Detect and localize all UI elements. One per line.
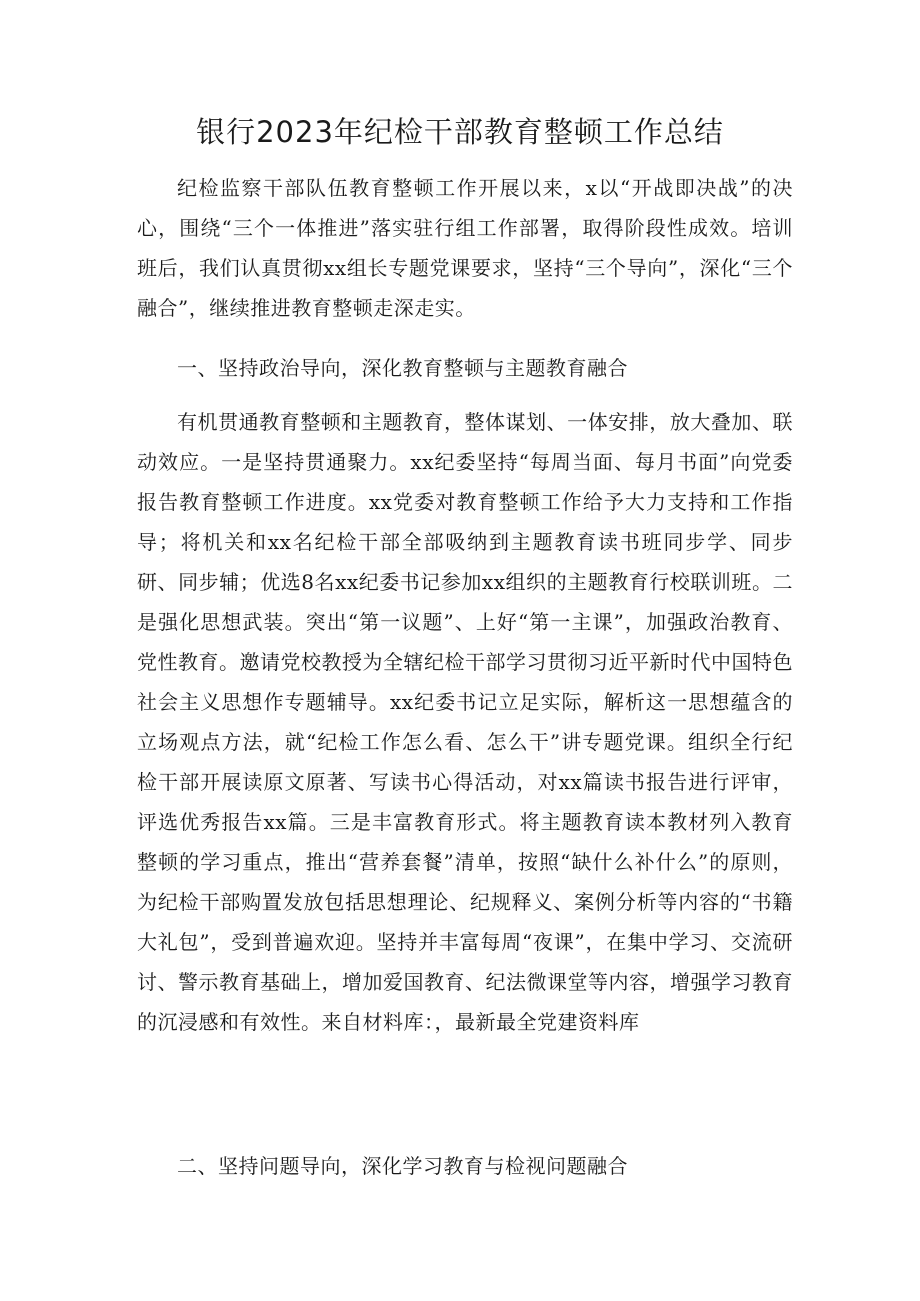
section-1-heading: 一、坚持政治导向，深化教育整顿与主题教育融合 <box>177 356 628 380</box>
document-title: 银行2023年纪检干部教育整顿工作总结 <box>196 115 724 149</box>
section-2-heading: 二、坚持问题导向，深化学习教育与检视问题融合 <box>177 1154 628 1178</box>
intro-paragraph: 纪检监察干部队伍教育整顿工作开展以来，x以“开战即决战”的决心，围绕“三个一体推进”落实驻行组工作部署，取得阶段性成效。培训班后，我们认真贯彻xx组长专题党课要求，坚持“三个导向”，深化“三个融合”，继续推进教育整顿走深走实。 <box>137 176 793 320</box>
section-1-paragraph: 有机贯通教育整顿和主题教育，整体谋划、一体安排，放大叠加、联动效应。一是坚持贯通聚力。xx纪委坚持“每周当面、每月书面”向党委报告教育整顿工作进度。xx党委对教育整顿工作给予大力支持和工作指导；将机关和xx名纪检干部全部吸纳到主题教育读书班同步学、同步研、同步辅；优选8名xx纪委书记参加xx组织的主题教育行校联训班。二是强化思想武装。突出“第一议题”、上好“第一主课”，加强政治教育、党性教育。邀请党校教授为全辖纪检干部学习贯彻习近平新时代中国特色社会主义思想作专题辅导。xx纪委书记立足实际，解析这一思想蕴含的立场观点方法，就“纪检工作怎么看、怎么干”讲专题党课。组织全行纪检干部开展读原文原著、写读书心得活动，对xx篇读书报告进行评审，评选优秀报告xx篇。三是丰富教育形式。将主题教育读本教材列入教育整顿的学习重点，推出“营养套餐”清单，按照“缺什么补什么”的原则，为纪检干部购置发放包括思想理论、纪规释义、案例分析等内容的“书籍大礼包”，受到普遍欢迎。坚持并丰富每周“夜课”，在集中学习、交流研讨、警示教育基础上，增加爱国教育、纪法微课堂等内容，增强学习教育的沉浸感和有效性。来自材料库：，最新最全党建资料库 <box>137 410 793 1034</box>
